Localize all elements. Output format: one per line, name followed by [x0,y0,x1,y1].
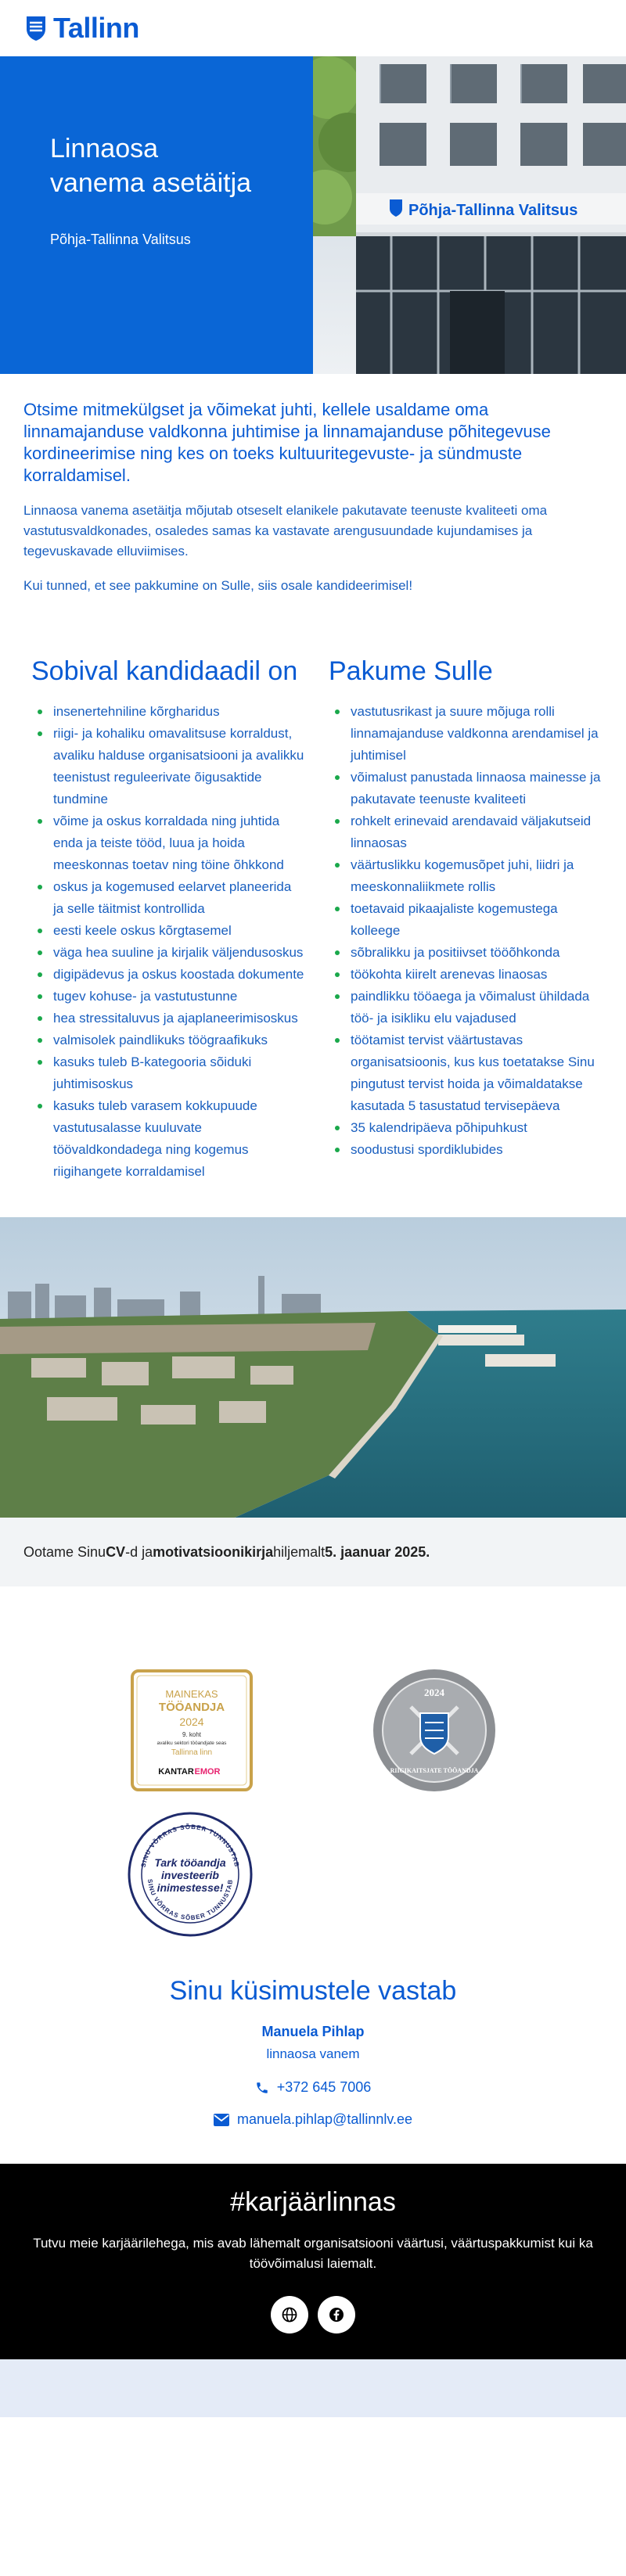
list-item: 35 kalendripäeva põhipuhkust [329,1117,603,1139]
offer-list [329,701,603,1161]
vorras-sober-badge [128,1812,253,1937]
city-panorama-photo [0,1217,626,1518]
logo-text: Tallinn [53,12,139,44]
list-item: digipädevus ja oskus koostada dokumente [31,964,305,986]
contact-title: Sinu küsimustele vastab [169,1976,457,2006]
svg-text:RIIGIKAITSJATE TÖÖANDJA: RIIGIKAITSJATE TÖÖANDJA [390,1767,479,1774]
deadline-letter: motivatsioonikirja [153,1543,274,1560]
application-deadline [0,1518,626,1586]
site-header [0,0,626,56]
list-item: võime ja oskus korraldada ning juhtida enda ja teiste tööd, luua ja hoida meeskonnas toetav ning töine õhkkond [31,810,305,876]
list-item: soodustusi spordiklubides [329,1139,603,1161]
offer-column [329,656,603,1183]
list-item: toetavaid pikaajaliste kogemustega kolleege [329,898,603,942]
svg-text:EMOR: EMOR [194,1767,221,1777]
svg-text:Tallinna linn: Tallinna linn [171,1748,213,1757]
intro-section [0,374,626,596]
list-item: võimalust panustada linnaosa mainesse ja pakutavate teenuste kvaliteeti [329,767,603,810]
deadline-prefix: Ootame Sinu [23,1543,106,1560]
deadline-mid2: hiljemalt [273,1543,326,1560]
facebook-icon [329,2307,344,2323]
contact-section [0,1937,626,2164]
svg-text:MAINEKAS: MAINEKAS [165,1688,218,1700]
contact-email-text: manuela.pihlap@tallinnlv.ee [236,2111,413,2127]
svg-text:inimestesse!: inimestesse! [156,1881,224,1894]
building-illustration [313,56,626,374]
tallinn-logo[interactable] [25,12,139,45]
contact-role: linnaosa vanem [266,2046,360,2061]
intro-lead: Otsime mitmekülgset ja võimekat juhti, kellele usaldame oma linnamajanduse valdkonna juhtimise ja linnamajanduse põhitegevuse kordineerimise ning kes on toeks kultuuritegevuste- ja sündmuste korraldamisel. [23,400,551,485]
list-item: oskus ja kogemused eelarvet planeerida ja selle täitmist kontrollida [31,876,305,920]
intro-paragraph-2: Kui tunned, et see pakkumine on Sulle, siis osale kandideerimisel! [23,578,413,593]
awards-section [0,1586,626,1937]
list-item: insenertehniline kõrgharidus [31,701,305,723]
department-name: Põhja-Tallinna Valitsus [50,232,191,247]
list-item: valmisolek paindlikuks töögraafikuks [31,1029,305,1051]
list-item: tugev kohuse- ja vastutustunne [31,986,305,1008]
mainekas-tooandja-badge [129,1668,254,1793]
phone-icon [255,2081,269,2095]
svg-text:9. koht: 9. koht [182,1731,202,1738]
svg-text:KANTAR: KANTAR [158,1767,194,1777]
svg-text:2024: 2024 [424,1687,444,1698]
list-item: väga hea suuline ja kirjalik väljendusoskus [31,942,305,964]
hero-section [0,56,626,374]
hero-text-panel [0,56,313,374]
offer-title: Pakume Sulle [329,656,493,686]
deadline-date: 5. jaanuar 2025. [325,1543,430,1560]
globe-icon [282,2307,297,2323]
requirements-column [23,656,305,1183]
contact-email[interactable] [0,2111,626,2128]
contact-name: Manuela Pihlap [261,2024,365,2039]
svg-text:SINU VÕRRAS SÕBER TUNNUSTAB: SINU VÕRRAS SÕBER TUNNUSTAB [146,1878,235,1922]
list-item: väärtuslikku kogemusõpet juhi, liidri ja meeskonnaliikmete rollis [329,854,603,898]
list-item: paindlikku tööaega ja võimalust ühildada töö- ja isikliku elu vajadused [329,986,603,1029]
list-item: hea stressitaluvus ja ajaplaneerimisoskus [31,1008,305,1029]
job-title [50,131,288,200]
list-item: rohkelt erinevaid arendavaid väljakutseid linnaosas [329,810,603,854]
building-photo [313,56,626,374]
svg-text:Tark tööandja: Tark tööandja [154,1856,226,1869]
facebook-link[interactable] [318,2296,355,2333]
svg-text:investeerib: investeerib [161,1869,219,1881]
contact-phone[interactable] [0,2079,626,2096]
footer-text: Tutvu meie karjäärilehega, mis avab lähemalt organisatsiooni väärtusi, väärtuspakkumist kui ka töövõimalusi laiemalt. [33,2236,593,2271]
svg-text:avaliku sektori tööandjate sea: avaliku sektori tööandjate seas [156,1741,227,1746]
list-item: sõbralikku ja positiivset tööõhkonda [329,942,603,964]
intro-paragraph-1: Linnaosa vanema asetäitja mõjutab otseselt elanikele pakutavate teenuste kvaliteeti oma vastutusvaldkonades, osaledes samas ka vastavate arengusuundade kujundamises ja tegevuskavade elluviimises. [23,503,548,559]
social-links [23,2296,603,2333]
requirements-offer-section [0,596,626,1183]
job-title-line1: Linnaosa [50,134,159,163]
contact-phone-text: +372 645 7006 [276,2079,372,2095]
career-footer [0,2164,626,2359]
bottom-band [0,2359,626,2417]
list-item: töötamist tervist väärtustavas organisatsioonis, kus kus toetatakse Sinu pingutust tervist hoida ja võimaldatakse kasutada 5 tasustatud tervisepäeva [329,1029,603,1117]
list-item: riigi- ja kohaliku omavalitsuse korraldust, avaliku halduse organisatsiooni ja avalikku teenistust reguleerivate õigusaktide tundmine [31,723,305,810]
svg-text:SINU VÕRRAS SÕBER TUNNUSTAB: SINU VÕRRAS SÕBER TUNNUSTAB [139,1823,241,1868]
svg-text:2024: 2024 [179,1716,204,1728]
building-sign-text: Põhja-Tallinna Valitsus [408,202,578,219]
svg-text:TÖÖANDJA: TÖÖANDJA [158,1701,225,1714]
deadline-cv: CV [106,1543,126,1560]
website-link[interactable] [271,2296,308,2333]
riigikaitsjate-tooandja-badge [372,1668,497,1793]
list-item: töökohta kiirelt arenevas linaosas [329,964,603,986]
requirements-title: Sobival kandidaadil on [31,656,298,686]
envelope-icon [214,2114,229,2126]
city-illustration [0,1217,626,1518]
tallinn-shield-icon [25,15,47,41]
list-item: kasuks tuleb varasem kokkupuude vastutusalasse kuuluvate töövaldkondadega ning kogemus riigihangete korraldamisel [31,1095,305,1183]
deadline-mid1: -d ja [125,1543,153,1560]
list-item: eesti keele oskus kõrgtasemel [31,920,305,942]
footer-hashtag: #karjäärlinnas [230,2187,396,2217]
job-title-line2: vanema asetäitja [50,168,252,198]
list-item: vastutusrikast ja suure mõjuga rolli linnamajanduse valdkonna arendamisel ja juhtimisel [329,701,603,767]
requirements-list [31,701,305,1183]
list-item: kasuks tuleb B-kategooria sõiduki juhtimisoskus [31,1051,305,1095]
